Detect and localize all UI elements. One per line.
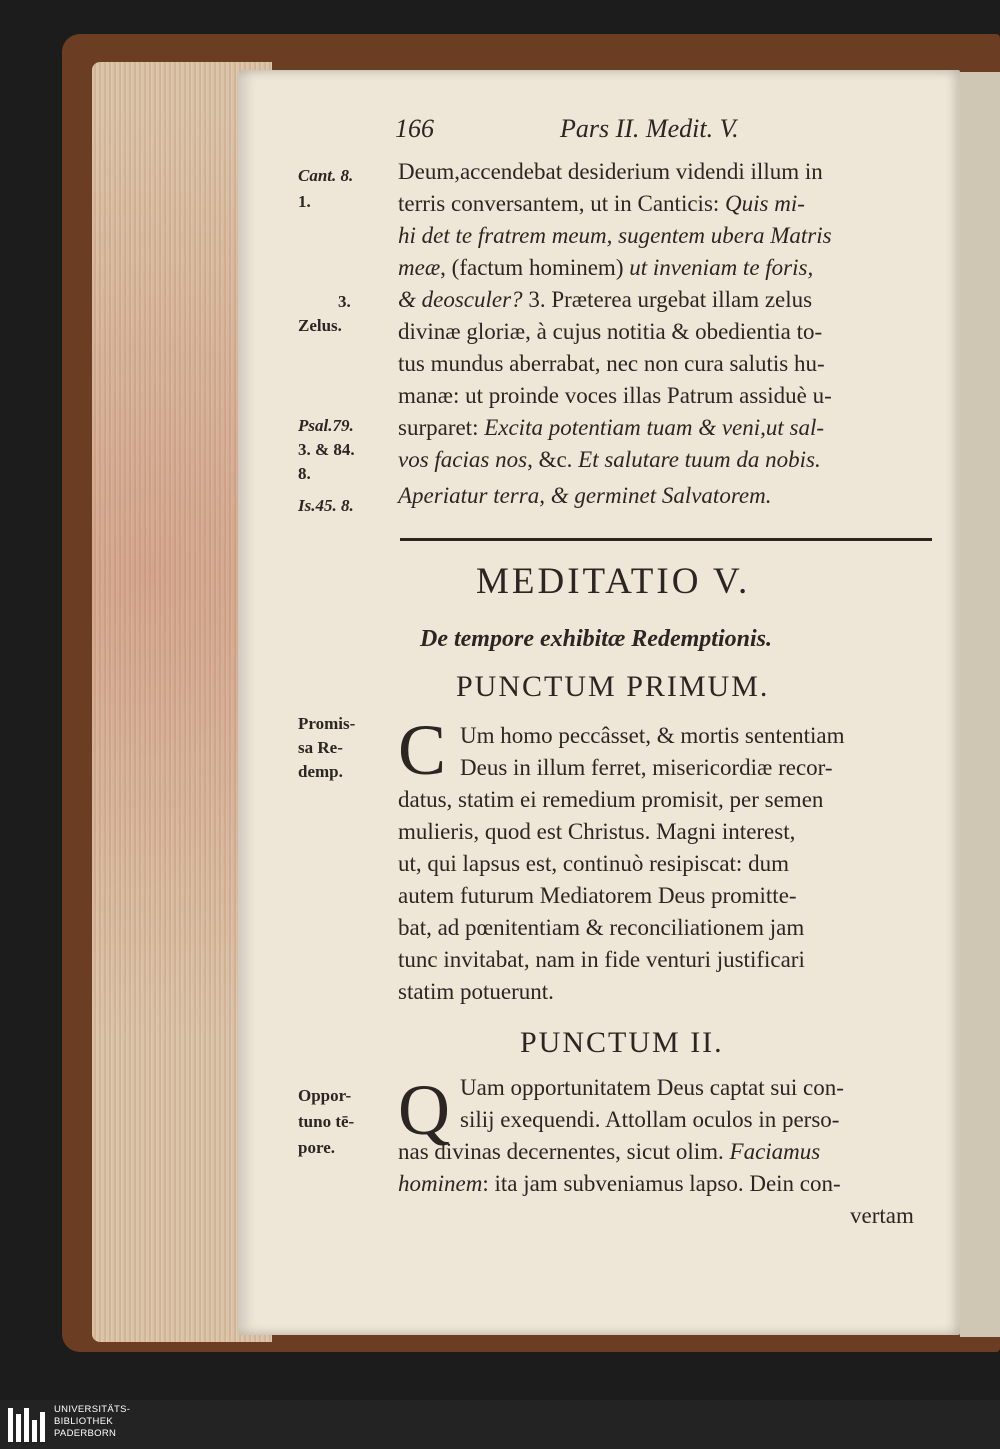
text-line: Um homo peccâsset, & mortis sententiam	[460, 723, 845, 748]
text-line: mulieris, quod est Christus. Magni interest,	[398, 819, 796, 844]
text-line: hi det te fratrem meum, sugentem ubera Matris	[398, 223, 832, 248]
text-line: statim potuerunt.	[398, 979, 554, 1004]
margin-note: sa Re-	[298, 738, 343, 757]
page-number: 166	[395, 114, 434, 143]
section-divider	[400, 538, 932, 541]
margin-note: 1.	[298, 192, 311, 211]
text-line: tunc invitabat, nam in fide venturi justificari	[398, 947, 805, 972]
running-head: Pars II. Medit. V.	[560, 114, 739, 143]
drop-capital: C	[398, 710, 447, 790]
library-name	[54, 1404, 130, 1440]
text-line: divinæ gloriæ, à cujus notitia & obedientia to-	[398, 319, 823, 344]
text-line: Uam opportunitatem Deus captat sui con-	[460, 1075, 844, 1100]
library-logo-icon	[6, 1406, 48, 1444]
text-line: meæ, (factum hominem) ut inveniam te foris,	[398, 255, 814, 280]
margin-note: Is.45. 8.	[298, 496, 354, 515]
library-name-line: PADERBORN	[54, 1428, 117, 1439]
text-line: & deosculer? 3. Præterea urgebat illam zelus	[398, 287, 813, 312]
margin-note: Promis-	[298, 714, 356, 733]
text-line: bat, ad pœnitentiam & reconciliationem jam	[398, 915, 805, 940]
margin-note: Psal.79.	[298, 416, 354, 435]
text-line: ut, qui lapsus est, continuò resipiscat: dum	[398, 851, 789, 876]
section-heading: PUNCTUM PRIMUM.	[456, 670, 770, 703]
margin-note: demp.	[298, 762, 343, 781]
drop-capital: Q	[398, 1070, 450, 1150]
library-name-line: BIBLIOTHEK	[54, 1416, 113, 1427]
text-line: tus mundus aberrabat, nec non cura salutis hu-	[398, 351, 825, 376]
book-page	[238, 70, 960, 1335]
text-line: Aperiatur terra, & germinet Salvatorem.	[398, 483, 772, 508]
footer-bar	[0, 1400, 1000, 1449]
library-name-line: UNIVERSITÄTS-	[54, 1404, 131, 1415]
facing-page-edge	[960, 72, 1000, 1337]
text-line: surparet: Excita potentiam tuam & veni,ut sal-	[398, 415, 825, 440]
text-line: autem futurum Mediatorem Deus promitte-	[398, 883, 797, 908]
text-line: manæ: ut proinde voces illas Patrum assiduè u-	[398, 383, 832, 408]
margin-note: Oppor-	[298, 1086, 352, 1105]
meditation-title: MEDITATIO V.	[476, 561, 751, 602]
margin-note: tuno tē-	[298, 1112, 355, 1131]
text-line: datus, statim ei remedium promisit, per semen	[398, 787, 824, 812]
section-heading: PUNCTUM II.	[520, 1026, 724, 1059]
meditation-subtitle: De tempore exhibitæ Redemptionis.	[420, 626, 772, 652]
text-line: Deus in illum ferret, misericordiæ recor-	[460, 755, 833, 780]
margin-note: pore.	[298, 1138, 335, 1157]
margin-note: 3. & 84.	[298, 440, 355, 459]
margin-note: Zelus.	[298, 316, 342, 335]
catchword: vertam	[850, 1203, 914, 1228]
margin-note: Cant. 8.	[298, 166, 354, 185]
margin-note: 8.	[298, 464, 311, 483]
text-line: terris conversantem, ut in Canticis: Quis mi-	[398, 191, 805, 216]
text-line: hominem: ita jam subveniamus lapso. Dein con-	[398, 1171, 841, 1196]
text-line: silij exequendi. Attollam oculos in perso-	[460, 1107, 840, 1132]
margin-note: 3.	[338, 292, 351, 311]
text-line: nas divinas decernentes, sicut olim. Faciamus	[398, 1139, 821, 1164]
text-line: vos facias nos, &c. Et salutare tuum da nobis.	[398, 447, 821, 472]
text-line: Deum,accendebat desiderium videndi illum in	[398, 159, 823, 184]
